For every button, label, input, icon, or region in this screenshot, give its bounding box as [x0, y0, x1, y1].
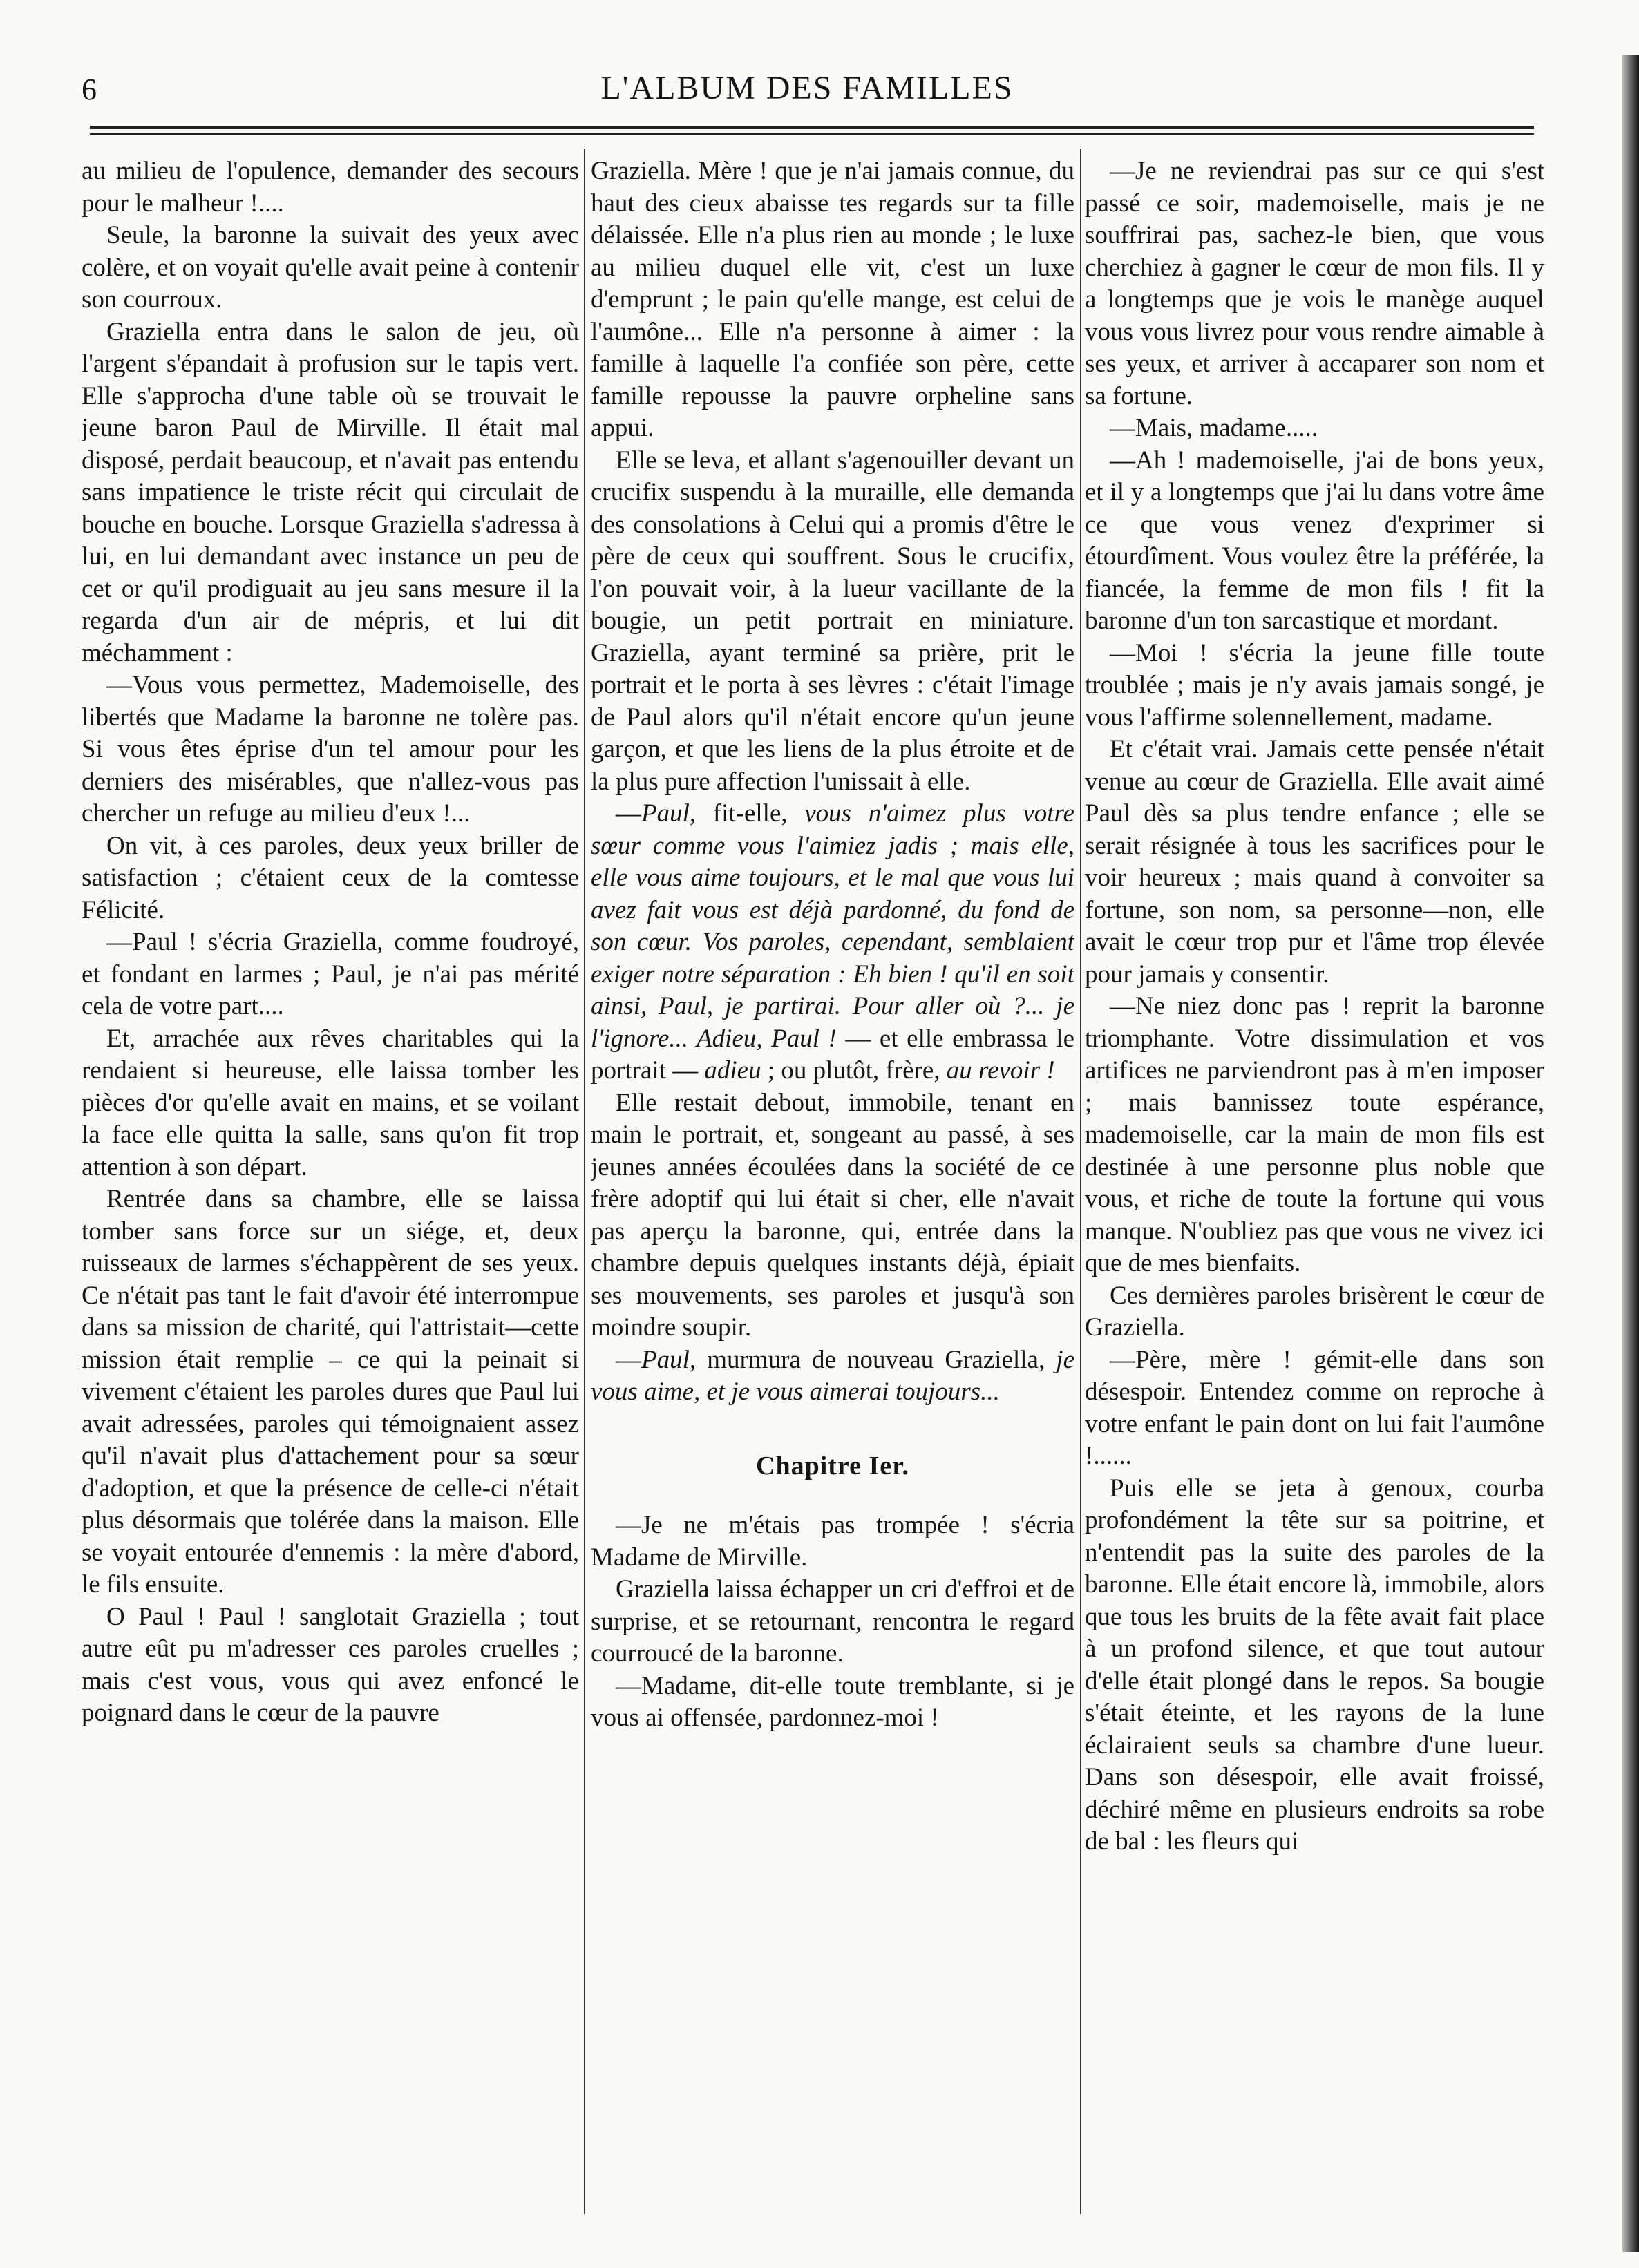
paragraph: —Père, mère ! gémit-elle dans son désespoir. Entendez comme on reproche à votre enfant le pain dont on lui fait l'aumône !......	[1085, 1345, 1544, 1470]
text-run: fit-elle,	[696, 799, 805, 828]
header-rule-thick	[90, 126, 1534, 129]
italic-run: vous n'aimez plus votre sœur comme vous l'aimiez jadis ; mais elle, elle vous aime toujours, et le mal que vous lui avez fait vous est déjà pardonné, du fond de son cœur. Vos paroles, cependant, semblaient exiger notre séparation : Eh bien ! qu'il en soit ainsi, Paul, je partirai. Pour aller où ?... je l'ignore... Adieu, Paul !	[591, 799, 1074, 1053]
page-number: 6	[82, 73, 97, 106]
text-run: — et elle embrassa le portrait —	[591, 1024, 1074, 1085]
paragraph: Et c'était vrai. Jamais cette pensée n'était venue au cœur de Graziella. Elle avait aimé Paul dès sa plus tendre enfance ; elle se serait résignée à tous les sacrifices pour le voir heureux ; mais quand à convoiter sa fortune, son nom, sa personne—non, elle avait le cœur trop pur et l'âme trop élevée pour jamais y consentir.	[1085, 735, 1544, 989]
paragraph: Rentrée dans sa chambre, elle se laissa tomber sans force sur un siége, et, deux ruisseaux de larmes s'échappèrent de ses yeux. Ce n'était pas tant le fait d'avoir été interrompue dans sa mission de charité, qui l'attristait—cette mission était remplie – ce qui la peinait si vivement c'étaient les paroles dures que Paul lui avait adressées, paroles qui témoignaient assez qu'il n'avait plus d'attachement pour sa sœur d'adoption, et que la présence de celle-ci n'était plus désormais que tolérée dans la maison. Elle se voyait entourée d'ennemis : la mère d'abord, le fils ensuite.	[82, 1185, 579, 1599]
paragraph: —Ah ! mademoiselle, j'ai de bons yeux, et il y a longtemps que j'ai lu dans votre âme ce que vous venez d'exprimer si étourdîment. Vous voulez être la préférée, la fiancée, la femme de mon fils ! fit la baronne d'un ton sarcastique et mordant.	[1085, 446, 1544, 635]
text-columns	[82, 149, 1544, 2214]
text-run: —	[616, 799, 641, 828]
paragraph	[591, 1344, 1074, 1409]
italic-run: Paul,	[641, 1345, 697, 1374]
paragraph: au milieu de l'opulence, demander des secours pour le malheur !....	[82, 157, 579, 218]
page-header	[75, 69, 1539, 117]
chapter-heading: Chapitre Ier.	[756, 1451, 909, 1480]
paragraph: Graziella entra dans le salon de jeu, où l'argent s'épandait à profusion sur le tapis vert. Elle s'approcha d'une table où se trouvait le jeune baron Paul de Mirville. Il était mal disposé, perdait beaucoup, et n'avait pas entendu sans impatience le triste récit qui circulait de bouche en bouche. Lorsque Graziella s'adressa à lui, en lui demandant avec instance un peu de cet or qu'il prodiguait au jeu sans mesure il la regarda d'un air de mépris, et lui dit méchamment :	[82, 317, 579, 667]
paragraph: Elle se leva, et allant s'agenouiller devant un crucifix suspendu à la muraille, elle demanda des consolations à Celui qui a promis d'être le père de ceux qui souffrent. Sous le crucifix, l'on pouvait voir, à la lueur vacillante de la bougie, un petit portrait en miniature. Graziella, ayant terminé sa prière, prit le portrait et le porta à ses lèvres : c'était l'image de Paul alors qu'il n'était encore qu'un jeune garçon, et que les liens de la plus étroite et de la plus pure affection l'unissait à elle.	[591, 446, 1074, 796]
italic-run: adieu	[704, 1056, 761, 1085]
paragraph	[591, 798, 1074, 1087]
paragraph: Ces dernières paroles brisèrent le cœur de Graziella.	[1085, 1281, 1544, 1342]
paragraph: —Mais, madame.....	[1110, 414, 1318, 442]
column-1	[82, 155, 579, 2214]
text-run: murmura de nouveau Graziella,	[696, 1345, 1057, 1374]
italic-run: je vous aime, et je vous aimerai toujours...	[591, 1345, 1074, 1406]
paragraph: Graziella. Mère ! que je n'ai jamais connue, du haut des cieux abaisse tes regards sur ta fille délaissée. Elle n'a plus rien au monde ; le luxe au milieu duquel elle vit, c'est un luxe d'emprunt ; le pain qu'elle mange, est celui de l'aumône... Elle n'a personne à aimer : la famille à laquelle l'a confiée son père, cette famille repousse la pauvre orpheline sans appui.	[591, 157, 1074, 442]
paragraph: Seule, la baronne la suivait des yeux avec colère, et on voyait qu'elle avait peine à contenir son courroux.	[82, 221, 579, 314]
paragraph: Puis elle se jeta à genoux, courba profondément la tête sur sa poitrine, et n'entendit pas la suite des paroles de la baronne. Elle était encore là, immobile, alors que tous les bruits de la fête avait fait place à un profond silence, et que tout autour d'elle était plongé dans le repos. Sa bougie s'était éteinte, et les rayons de la lune éclairaient seuls sa chambre d'une lueur. Dans son désespoir, elle avait froissé, déchiré même en plusieurs endroits sa robe de bal : les fleurs qui	[1085, 1474, 1544, 1856]
column-divider-1	[584, 149, 585, 2214]
paragraph: —Madame, dit-elle toute tremblante, si je vous ai offensée, pardonnez-moi !	[591, 1671, 1074, 1732]
italic-run: au revoir !	[946, 1056, 1055, 1085]
column-2	[591, 155, 1074, 2214]
paragraph: —Moi ! s'écria la jeune fille toute troublée ; mais je n'y avais jamais songé, je vous l'affirme solennellement, madame.	[1085, 638, 1544, 732]
text-run: —	[616, 1345, 641, 1374]
paragraph: —Paul ! s'écria Graziella, comme foudroyé, et fondant en larmes ; Paul, je n'ai pas mérité cela de votre part....	[82, 928, 579, 1020]
page-edge-shadow	[1622, 55, 1639, 2252]
paragraph: —Vous vous permettez, Mademoiselle, des libertés que Madame la baronne ne tolère pas. Si vous êtes éprise d'un tel amour pour les derniers des misérables, que n'allez-vous pas chercher un refuge au milieu d'eux !...	[82, 671, 579, 828]
paragraph: Et, arrachée aux rêves charitables qui la rendaient si heureuse, elle laissa tomber les pièces d'or qu'elle avait en mains, et se voilant la face elle quitta la salle, sans qu'on fit trop attention à son départ.	[82, 1024, 579, 1181]
running-title: L'ALBUM DES FAMILLES	[600, 70, 1014, 106]
paragraph: —Je ne m'étais pas trompée ! s'écria Madame de Mirville.	[591, 1511, 1074, 1572]
header-rule-thin	[90, 133, 1534, 135]
paragraph: On vit, à ces paroles, deux yeux briller de satisfaction ; c'étaient ceux de la comtesse Félicité.	[82, 831, 579, 924]
text-run: ; ou plutôt, frère,	[761, 1056, 947, 1085]
italic-run: Paul,	[641, 799, 697, 828]
paragraph: —Je ne reviendrai pas sur ce qui s'est passé ce soir, mademoiselle, mais je ne souffrirai pas, sachez-le bien, que vous cherchiez à gagner le cœur de mon fils. Il y a longtemps que je vois le manège auquel vous vous livrez pour vous rendre aimable à ses yeux, et arriver à accaparer son nom et sa fortune.	[1085, 157, 1544, 410]
paragraph: O Paul ! Paul ! sanglotait Graziella ; tout autre eût pu m'adresser ces paroles cruelles ; mais c'est vous, vous qui avez enfoncé le poignard dans le cœur de la pauvre	[82, 1602, 579, 1727]
paragraph: Elle restait debout, immobile, tenant en main le portrait, et, songeant au passé, à ses jeunes années écoulées dans la société de ce frère adoptif qui lui était si cher, elle n'avait pas aperçu la baronne, qui, entrée dans la chambre depuis quelques instants déjà, épiait ses mouvements, ses paroles et jusqu'à son moindre soupir.	[591, 1088, 1074, 1342]
paragraph: Graziella laissa échapper un cri d'effroi et de surprise, et se retournant, rencontra le regard courroucé de la baronne.	[591, 1575, 1074, 1668]
paragraph: —Ne niez donc pas ! reprit la baronne triomphante. Votre dissimulation et vos artifices ne parviendront pas à m'en imposer ; mais bannissez toute espérance, mademoiselle, car la main de mon fils est destinée à une personne plus noble que vous, et riche de toute la fortune qui vous manque. N'oubliez pas que vous ne vivez ici que de mes bienfaits.	[1085, 992, 1544, 1277]
column-divider-2	[1080, 149, 1081, 2214]
column-3	[1085, 155, 1544, 2214]
